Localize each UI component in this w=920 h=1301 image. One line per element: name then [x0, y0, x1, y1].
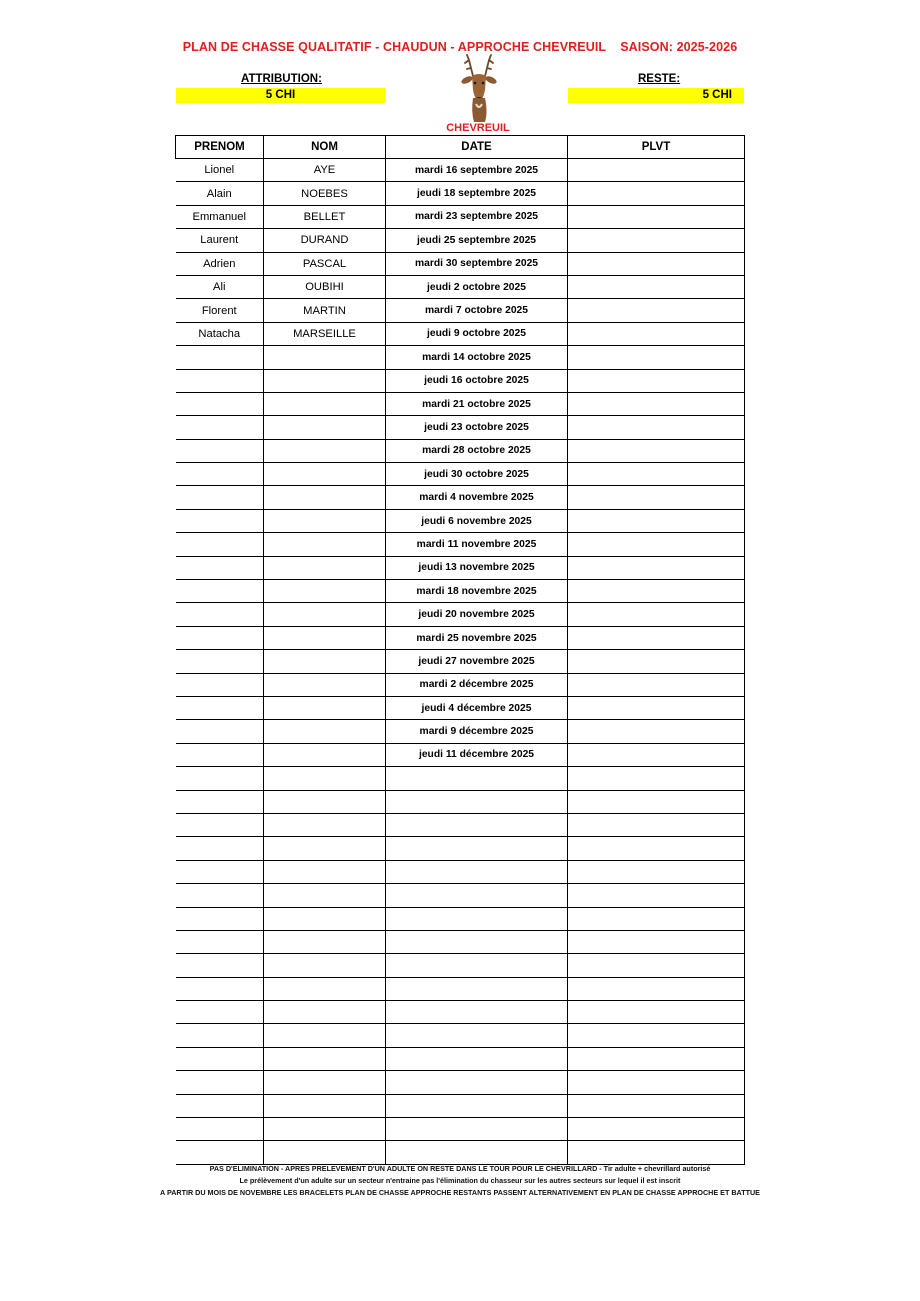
date-cell: mardi 23 septembre 2025 [386, 205, 568, 228]
prenom-cell: Florent [176, 299, 264, 322]
column-header-prenom: PRENOM [176, 136, 264, 159]
column-header-nom: NOM [264, 136, 386, 159]
nom-cell: MARSEILLE [264, 322, 386, 345]
date-cell [386, 977, 568, 1000]
prenom-cell: Emmanuel [176, 205, 264, 228]
date-cell: jeudi 6 novembre 2025 [386, 509, 568, 532]
plvt-cell [568, 767, 745, 790]
date-cell: jeudi 18 septembre 2025 [386, 182, 568, 205]
table-row [176, 907, 745, 930]
date-cell: jeudi 25 septembre 2025 [386, 229, 568, 252]
attribution-value: 5 CHI [176, 88, 385, 103]
prenom-cell [176, 1071, 264, 1094]
table-row [176, 790, 745, 813]
plvt-cell [568, 673, 745, 696]
date-cell [386, 930, 568, 953]
nom-cell: NOEBES [264, 182, 386, 205]
plvt-cell [568, 650, 745, 673]
nom-cell [264, 907, 386, 930]
prenom-cell [176, 954, 264, 977]
prenom-cell [176, 696, 264, 719]
date-cell: mardi 4 novembre 2025 [386, 486, 568, 509]
table-row [176, 229, 745, 252]
nom-cell [264, 603, 386, 626]
table-row [176, 322, 745, 345]
column-header-date: DATE [386, 136, 568, 159]
plvt-cell [568, 533, 745, 556]
table-row [176, 930, 745, 953]
prenom-cell [176, 463, 264, 486]
plvt-cell [568, 182, 745, 205]
nom-cell [264, 884, 386, 907]
nom-cell [264, 767, 386, 790]
nom-cell [264, 930, 386, 953]
plvt-cell [568, 1047, 745, 1070]
plvt-cell [568, 486, 745, 509]
date-cell [386, 1024, 568, 1047]
table-row [176, 392, 745, 415]
table-header-row [176, 136, 745, 159]
nom-cell [264, 954, 386, 977]
hunt-plan-table [175, 135, 745, 1165]
date-cell: jeudi 11 décembre 2025 [386, 743, 568, 766]
prenom-cell [176, 1047, 264, 1070]
date-cell: mardi 21 octobre 2025 [386, 392, 568, 415]
plvt-cell [568, 813, 745, 836]
plvt-cell [568, 275, 745, 298]
table-row [176, 346, 745, 369]
plvt-cell [568, 509, 745, 532]
table-row [176, 954, 745, 977]
footer-note-3: A PARTIR DU MOIS DE NOVEMBRE LES BRACELETS PLAN DE CHASSE APPROCHE RESTANTS PASSENT ALTERNATIVEMENT EN PLAN DE CHASSE APPROCHE ET BATTUE [160, 1188, 760, 1197]
plvt-cell [568, 1118, 745, 1141]
table-row [176, 416, 745, 439]
table-row [176, 299, 745, 322]
species-label: CHEVREUIL [446, 122, 510, 134]
prenom-cell [176, 673, 264, 696]
prenom-cell [176, 486, 264, 509]
table-row [176, 813, 745, 836]
plvt-cell [568, 884, 745, 907]
nom-cell [264, 720, 386, 743]
table-row [176, 977, 745, 1000]
date-cell [386, 1047, 568, 1070]
prenom-cell: Lionel [176, 159, 264, 182]
date-cell: jeudi 13 novembre 2025 [386, 556, 568, 579]
attribution-label: ATTRIBUTION: [241, 73, 322, 85]
table-row [176, 509, 745, 532]
date-cell: jeudi 20 novembre 2025 [386, 603, 568, 626]
table-row [176, 205, 745, 228]
nom-cell [264, 673, 386, 696]
prenom-cell: Ali [176, 275, 264, 298]
prenom-cell: Laurent [176, 229, 264, 252]
nom-cell [264, 743, 386, 766]
plvt-cell [568, 463, 745, 486]
table-row [176, 696, 745, 719]
date-cell [386, 1094, 568, 1117]
nom-cell [264, 1024, 386, 1047]
table-row [176, 720, 745, 743]
plvt-cell [568, 205, 745, 228]
date-cell [386, 1001, 568, 1024]
nom-cell [264, 369, 386, 392]
date-cell [386, 1118, 568, 1141]
table-row [176, 650, 745, 673]
table-row [176, 1024, 745, 1047]
nom-cell [264, 626, 386, 649]
date-cell: jeudi 9 octobre 2025 [386, 322, 568, 345]
nom-cell [264, 1047, 386, 1070]
date-cell [386, 884, 568, 907]
table-row [176, 580, 745, 603]
table-row [176, 743, 745, 766]
nom-cell [264, 533, 386, 556]
date-cell: mardi 30 septembre 2025 [386, 252, 568, 275]
date-cell [386, 954, 568, 977]
plvt-cell [568, 837, 745, 860]
table-row [176, 1071, 745, 1094]
date-cell: jeudi 23 octobre 2025 [386, 416, 568, 439]
plvt-cell [568, 322, 745, 345]
page-title: PLAN DE CHASSE QUALITATIF - CHAUDUN - APPROCHE CHEVREUIL SAISON: 2025-2026 [182, 40, 738, 54]
prenom-cell: Natacha [176, 322, 264, 345]
plvt-cell [568, 299, 745, 322]
nom-cell [264, 509, 386, 532]
table-row [176, 860, 745, 883]
date-cell: mardi 7 octobre 2025 [386, 299, 568, 322]
nom-cell [264, 392, 386, 415]
prenom-cell [176, 439, 264, 462]
nom-cell: PASCAL [264, 252, 386, 275]
nom-cell: BELLET [264, 205, 386, 228]
prenom-cell [176, 767, 264, 790]
prenom-cell [176, 603, 264, 626]
plvt-cell [568, 229, 745, 252]
plvt-cell [568, 860, 745, 883]
nom-cell [264, 977, 386, 1000]
prenom-cell: Alain [176, 182, 264, 205]
date-cell: jeudi 30 octobre 2025 [386, 463, 568, 486]
prenom-cell: Adrien [176, 252, 264, 275]
plvt-cell [568, 930, 745, 953]
column-header-plvt: PLVT [568, 136, 745, 159]
date-cell: jeudi 2 octobre 2025 [386, 275, 568, 298]
table-row [176, 369, 745, 392]
prenom-cell [176, 907, 264, 930]
date-cell: mardi 18 novembre 2025 [386, 580, 568, 603]
date-cell: mardi 16 septembre 2025 [386, 159, 568, 182]
plvt-cell [568, 907, 745, 930]
prenom-cell [176, 533, 264, 556]
prenom-cell [176, 509, 264, 532]
prenom-cell [176, 860, 264, 883]
date-cell [386, 837, 568, 860]
prenom-cell [176, 626, 264, 649]
nom-cell [264, 1141, 386, 1164]
prenom-cell [176, 580, 264, 603]
prenom-cell [176, 1141, 264, 1164]
date-cell: mardi 14 octobre 2025 [386, 346, 568, 369]
plvt-cell [568, 790, 745, 813]
nom-cell [264, 650, 386, 673]
plvt-cell [568, 439, 745, 462]
roe-deer-head-icon [455, 54, 503, 124]
nom-cell [264, 790, 386, 813]
table-row [176, 159, 745, 182]
date-cell: mardi 9 décembre 2025 [386, 720, 568, 743]
table-row [176, 626, 745, 649]
prenom-cell [176, 392, 264, 415]
prenom-cell [176, 837, 264, 860]
table-row [176, 439, 745, 462]
nom-cell: DURAND [264, 229, 386, 252]
nom-cell [264, 1118, 386, 1141]
table-row [176, 533, 745, 556]
prenom-cell [176, 720, 264, 743]
date-cell: jeudi 4 décembre 2025 [386, 696, 568, 719]
table-row [176, 603, 745, 626]
footer-note-2: Le prélèvement d'un adulte sur un secteur n'entraine pas l'élimination du chasseur sur les autres secteurs sur lequel il est inscrit [239, 1176, 681, 1185]
plvt-cell [568, 252, 745, 275]
table-row [176, 463, 745, 486]
nom-cell: AYE [264, 159, 386, 182]
prenom-cell [176, 790, 264, 813]
plvt-cell [568, 743, 745, 766]
date-cell [386, 860, 568, 883]
table-row [176, 1118, 745, 1141]
prenom-cell [176, 1001, 264, 1024]
nom-cell: OUBIHI [264, 275, 386, 298]
plvt-cell [568, 1094, 745, 1117]
table-row [176, 1047, 745, 1070]
nom-cell [264, 860, 386, 883]
plvt-cell [568, 1141, 745, 1164]
nom-cell [264, 837, 386, 860]
plvt-cell [568, 392, 745, 415]
plvt-cell [568, 696, 745, 719]
prenom-cell [176, 1118, 264, 1141]
table-row [176, 486, 745, 509]
nom-cell [264, 813, 386, 836]
date-cell: mardi 11 novembre 2025 [386, 533, 568, 556]
prenom-cell [176, 556, 264, 579]
table-row [176, 884, 745, 907]
nom-cell [264, 486, 386, 509]
prenom-cell [176, 1094, 264, 1117]
nom-cell [264, 463, 386, 486]
table-row [176, 556, 745, 579]
prenom-cell [176, 977, 264, 1000]
nom-cell [264, 1071, 386, 1094]
plvt-cell [568, 369, 745, 392]
date-cell: jeudi 27 novembre 2025 [386, 650, 568, 673]
plvt-cell [568, 1001, 745, 1024]
plvt-cell [568, 1071, 745, 1094]
footer-note-1: PAS D'ELIMINATION - APRES PRELEVEMENT D'UN ADULTE ON RESTE DANS LE TOUR POUR LE CHEVRILLARD - Tir adulte + chevrillard autorisé [209, 1164, 711, 1173]
date-cell: jeudi 16 octobre 2025 [386, 369, 568, 392]
table-row [176, 837, 745, 860]
reste-value: 5 CHI [568, 88, 744, 103]
nom-cell [264, 1094, 386, 1117]
table-row [176, 767, 745, 790]
nom-cell: MARTIN [264, 299, 386, 322]
plvt-cell [568, 159, 745, 182]
prenom-cell [176, 416, 264, 439]
plvt-cell [568, 1024, 745, 1047]
date-cell [386, 1141, 568, 1164]
date-cell: mardi 25 novembre 2025 [386, 626, 568, 649]
date-cell [386, 790, 568, 813]
table-row [176, 1001, 745, 1024]
table-row [176, 252, 745, 275]
prenom-cell [176, 884, 264, 907]
prenom-cell [176, 743, 264, 766]
reste-label: RESTE: [638, 73, 681, 85]
table-row [176, 275, 745, 298]
nom-cell [264, 416, 386, 439]
date-cell [386, 767, 568, 790]
nom-cell [264, 580, 386, 603]
prenom-cell [176, 346, 264, 369]
prenom-cell [176, 813, 264, 836]
nom-cell [264, 1001, 386, 1024]
plvt-cell [568, 580, 745, 603]
nom-cell [264, 439, 386, 462]
table-row [176, 182, 745, 205]
prenom-cell [176, 369, 264, 392]
table-row [176, 673, 745, 696]
date-cell: mardi 28 octobre 2025 [386, 439, 568, 462]
date-cell [386, 1071, 568, 1094]
nom-cell [264, 556, 386, 579]
table-row [176, 1094, 745, 1117]
plvt-cell [568, 346, 745, 369]
table-row [176, 1141, 745, 1164]
date-cell [386, 813, 568, 836]
prenom-cell [176, 1024, 264, 1047]
prenom-cell [176, 650, 264, 673]
plvt-cell [568, 720, 745, 743]
plvt-cell [568, 556, 745, 579]
plvt-cell [568, 626, 745, 649]
plvt-cell [568, 416, 745, 439]
plvt-cell [568, 977, 745, 1000]
date-cell: mardi 2 décembre 2025 [386, 673, 568, 696]
plvt-cell [568, 954, 745, 977]
prenom-cell [176, 930, 264, 953]
plvt-cell [568, 603, 745, 626]
nom-cell [264, 696, 386, 719]
nom-cell [264, 346, 386, 369]
date-cell [386, 907, 568, 930]
